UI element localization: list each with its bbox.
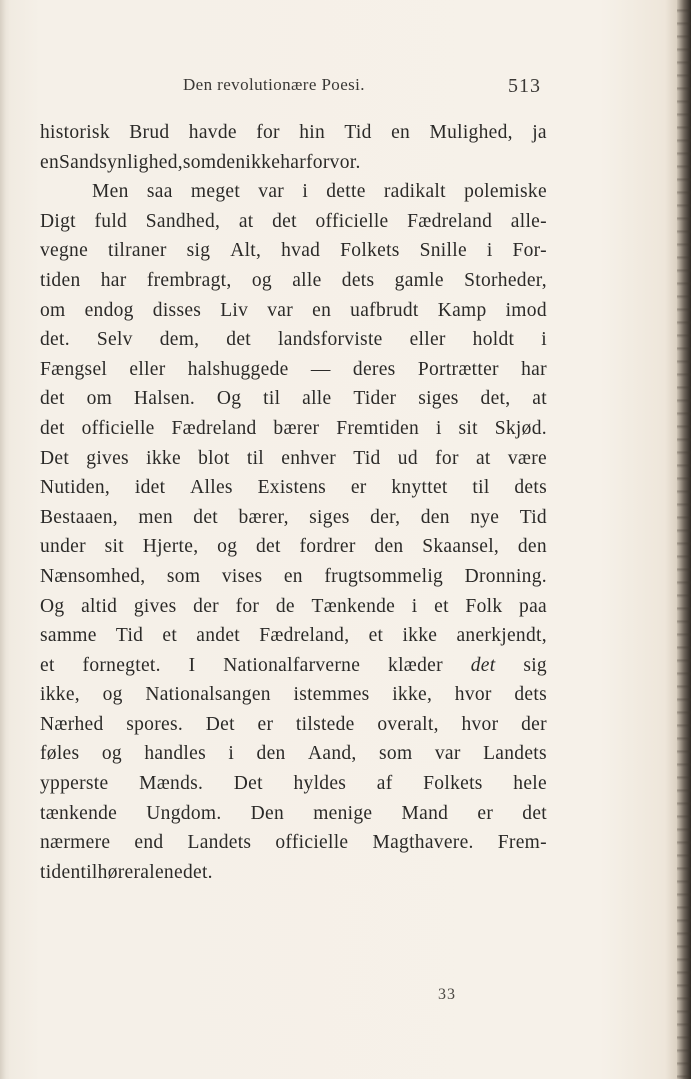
word: alle <box>302 388 332 410</box>
text-line <box>40 266 547 296</box>
word: Og <box>40 595 65 617</box>
word: Tid <box>519 506 547 528</box>
word: Ungdom. <box>146 802 222 824</box>
signature-mark: 33 <box>438 986 456 1003</box>
word: der, <box>370 506 401 528</box>
word: officielle <box>81 417 155 439</box>
word: nye <box>470 506 500 528</box>
word: har <box>100 269 127 291</box>
word: knyttet <box>391 477 448 499</box>
word: det <box>40 388 65 410</box>
text-line <box>40 592 547 622</box>
word: Magthavere. <box>372 832 474 854</box>
word: Aand, <box>308 743 357 765</box>
word: det <box>40 417 65 439</box>
word: vegne <box>40 240 89 262</box>
word: Men <box>92 181 129 203</box>
word: andet <box>196 625 241 647</box>
word: vises <box>221 565 263 587</box>
word: siges <box>309 506 350 528</box>
word: og <box>217 536 238 558</box>
word: Nærhed <box>40 713 104 735</box>
word: hvad <box>281 240 321 262</box>
word: Mand <box>401 802 449 824</box>
text-line <box>40 828 547 858</box>
word: en <box>283 565 303 587</box>
word: historisk <box>40 122 110 143</box>
word: den <box>420 506 450 528</box>
word: Folk <box>465 595 503 617</box>
word: Landets <box>187 832 252 854</box>
word: Mulighed, <box>429 122 513 143</box>
word: Alt, <box>230 240 262 262</box>
word: Fædreland <box>407 210 493 232</box>
word: som <box>166 565 201 587</box>
word: det <box>193 506 219 528</box>
text-line <box>40 473 547 503</box>
word: det. <box>182 861 213 883</box>
word: Nænsomhed, <box>40 565 146 587</box>
word: og <box>102 684 123 706</box>
running-head-title: Den revolutionære Poesi. <box>183 75 365 94</box>
word: — <box>310 358 331 380</box>
word: til <box>472 477 490 499</box>
word: eller <box>409 329 446 351</box>
word: i <box>302 181 309 203</box>
word: I <box>188 654 196 676</box>
word: eller <box>129 358 166 380</box>
page-left-edge <box>0 0 10 1079</box>
word: frembragt, <box>146 269 232 291</box>
word: holdt <box>472 329 515 351</box>
word: Existens <box>257 477 327 499</box>
word: halshuggede <box>187 358 289 380</box>
word: Tid <box>344 122 372 143</box>
word: menige <box>313 802 373 824</box>
word: Skaansel, <box>422 536 500 558</box>
word: gives <box>86 447 129 469</box>
word: det, <box>480 388 511 410</box>
word: er <box>350 477 367 499</box>
word: saa <box>146 181 173 203</box>
word: fornegtet. <box>82 654 161 676</box>
word: dets <box>514 477 547 499</box>
word: Folkets <box>340 240 400 262</box>
word: Fængsel <box>40 358 108 380</box>
text-line <box>40 177 547 207</box>
word: disses <box>152 299 202 321</box>
word: i <box>228 743 235 765</box>
word: var <box>267 299 294 321</box>
word: Alles <box>190 477 233 499</box>
text-line <box>40 680 547 710</box>
word: sig <box>186 240 211 262</box>
word: ikke, <box>40 684 80 706</box>
page-number: 513 <box>508 75 541 97</box>
word: af <box>376 773 393 795</box>
word: at <box>475 447 491 469</box>
word: Tid <box>115 625 144 647</box>
word: ikke <box>245 151 281 173</box>
word: Fædreland <box>171 417 257 439</box>
text-line <box>40 207 547 237</box>
word: Og <box>216 388 242 410</box>
text-line <box>40 148 547 178</box>
word: var <box>258 181 285 203</box>
word: til <box>263 388 281 410</box>
word: Halsen. <box>133 388 196 410</box>
word: den <box>256 743 286 765</box>
word: Selv <box>96 329 133 351</box>
word: for <box>435 447 459 469</box>
word: Det <box>233 773 263 795</box>
word: for <box>256 122 280 143</box>
word: bærer, <box>238 506 289 528</box>
text-line <box>40 325 547 355</box>
word: det <box>226 329 252 351</box>
text-line <box>40 414 547 444</box>
text-line <box>40 739 547 769</box>
text-line <box>40 858 547 888</box>
word: ud <box>397 447 418 469</box>
word: der <box>193 595 219 617</box>
word: Hjerte, <box>142 536 199 558</box>
word: deres <box>352 358 396 380</box>
word: fuld <box>94 210 128 232</box>
word: Bestaaen, <box>40 506 118 528</box>
word: men <box>138 506 173 528</box>
word: som <box>379 743 413 765</box>
word: enhver <box>281 447 337 469</box>
word: samme <box>40 625 97 647</box>
word: om <box>86 388 113 410</box>
word: officielle <box>315 210 389 232</box>
word: er <box>257 713 274 735</box>
word: Mænds. <box>139 773 204 795</box>
word: et <box>40 654 55 676</box>
word: hele <box>513 773 547 795</box>
word: tilstede <box>295 713 355 735</box>
word: Tider <box>353 388 397 410</box>
text-line <box>40 384 547 414</box>
word: Nationalfarverne <box>223 654 361 676</box>
word: en <box>312 299 332 321</box>
word: dem, <box>159 329 200 351</box>
word: spores. <box>126 713 184 735</box>
text-line <box>40 503 547 533</box>
word: handles <box>144 743 206 765</box>
word: det <box>272 210 297 232</box>
word: Liv <box>220 299 249 321</box>
word: sig <box>523 654 547 676</box>
word: under <box>40 536 86 558</box>
word: for <box>235 595 260 617</box>
word: Portrætter <box>417 358 499 380</box>
word: er <box>477 802 494 824</box>
word: være <box>507 447 547 469</box>
word: som <box>182 151 217 173</box>
word: tænkende <box>40 802 118 824</box>
word: føles <box>40 743 80 765</box>
text-line <box>40 118 547 148</box>
word: Fædreland, <box>259 625 350 647</box>
word: Frem- <box>497 832 547 854</box>
word: gamle <box>394 269 444 291</box>
word: ikke <box>402 625 438 647</box>
word: blot <box>198 447 230 469</box>
word: Brud <box>129 122 170 143</box>
word: til <box>246 447 265 469</box>
word: Fremtiden <box>336 417 420 439</box>
word: Tid <box>353 447 381 469</box>
word: var <box>434 743 461 765</box>
text-line <box>40 236 547 266</box>
word: sit <box>104 536 124 558</box>
word: meget <box>190 181 241 203</box>
text-line <box>40 799 547 829</box>
word: nærmere <box>40 832 111 854</box>
body-text <box>40 118 547 887</box>
word: hyldes <box>293 773 347 795</box>
word: tilraner <box>107 240 167 262</box>
word: istemmes <box>293 684 370 706</box>
word: i <box>435 417 442 439</box>
text-line <box>40 355 547 385</box>
text-line <box>40 651 547 681</box>
word: i <box>411 595 418 617</box>
word: det <box>255 536 281 558</box>
word: bærer <box>273 417 320 439</box>
word: Nutiden, <box>40 477 111 499</box>
word: ikke <box>146 447 181 469</box>
word: har <box>280 151 306 173</box>
word: Snille <box>419 240 467 262</box>
word: tiden <box>40 861 81 883</box>
word: vor. <box>329 151 361 173</box>
word: Folkets <box>423 773 483 795</box>
word: og <box>101 743 122 765</box>
word: sit <box>458 417 478 439</box>
word: har <box>521 358 547 380</box>
word: tiden <box>40 269 81 291</box>
word: hin <box>299 122 326 143</box>
text-line <box>40 769 547 799</box>
word: dets <box>341 269 375 291</box>
page-right-edge-shadow <box>677 0 691 1079</box>
word: Landets <box>483 743 547 765</box>
word: den <box>374 536 404 558</box>
word: dette <box>326 181 366 203</box>
text-line <box>40 532 547 562</box>
word: at <box>532 388 547 410</box>
word: i <box>541 329 547 351</box>
word: For- <box>512 240 547 262</box>
word: Digt <box>40 210 76 232</box>
word: et <box>162 625 178 647</box>
word: ypperste <box>40 773 109 795</box>
word: Skjød. <box>494 417 547 439</box>
word: i <box>486 240 493 262</box>
word: det <box>522 802 547 824</box>
word: gives <box>133 595 177 617</box>
word: der <box>521 713 547 735</box>
word: fordrer <box>299 536 356 558</box>
word: radikalt <box>383 181 446 203</box>
word: imod <box>505 299 547 321</box>
word: dets <box>514 684 547 706</box>
word: det. <box>40 329 70 351</box>
word: det <box>470 654 496 676</box>
word: overalt, <box>377 713 439 735</box>
word: en <box>391 122 411 143</box>
text-line <box>40 296 547 326</box>
word: Storheder, <box>464 269 547 291</box>
word: Det <box>40 447 70 469</box>
word: ikke, <box>392 684 433 706</box>
word: en <box>40 151 60 173</box>
word: siges <box>418 388 459 410</box>
word: Den <box>250 802 285 824</box>
word: Tænkende <box>311 595 396 617</box>
word: alene <box>140 861 183 883</box>
word: og <box>251 269 272 291</box>
word: frugtsommelig <box>324 565 444 587</box>
word: om <box>40 299 66 321</box>
word: Kamp <box>437 299 487 321</box>
word: ja <box>532 122 547 143</box>
text-line <box>40 621 547 651</box>
word: paa <box>519 595 547 617</box>
word: Nationalsangen <box>145 684 271 706</box>
word: de <box>275 595 295 617</box>
text-line <box>40 562 547 592</box>
word: Dronning. <box>464 565 547 587</box>
word: uafbrudt <box>350 299 419 321</box>
word: hvor <box>461 713 499 735</box>
text-line <box>40 710 547 740</box>
word: altid <box>81 595 118 617</box>
word: officielle <box>275 832 349 854</box>
word: polemiske <box>464 181 547 203</box>
word: for <box>306 151 330 173</box>
word: hvor <box>454 684 492 706</box>
word: endog <box>84 299 134 321</box>
word: idet <box>134 477 166 499</box>
word: den <box>216 151 246 173</box>
word: Sandhed, <box>145 210 221 232</box>
word: havde <box>188 122 237 143</box>
word: tilhører <box>80 861 141 883</box>
word: den <box>517 536 547 558</box>
word: et <box>434 595 449 617</box>
word: klæder <box>388 654 443 676</box>
word: end <box>134 832 164 854</box>
word: et <box>368 625 384 647</box>
word: alle <box>292 269 322 291</box>
word: Sandsynlighed, <box>59 151 183 173</box>
word: at <box>238 210 254 232</box>
text-line <box>40 444 547 474</box>
word: Det <box>205 713 235 735</box>
word: anerkjendt, <box>456 625 547 647</box>
word: alle- <box>510 210 547 232</box>
word: landsforviste <box>277 329 383 351</box>
